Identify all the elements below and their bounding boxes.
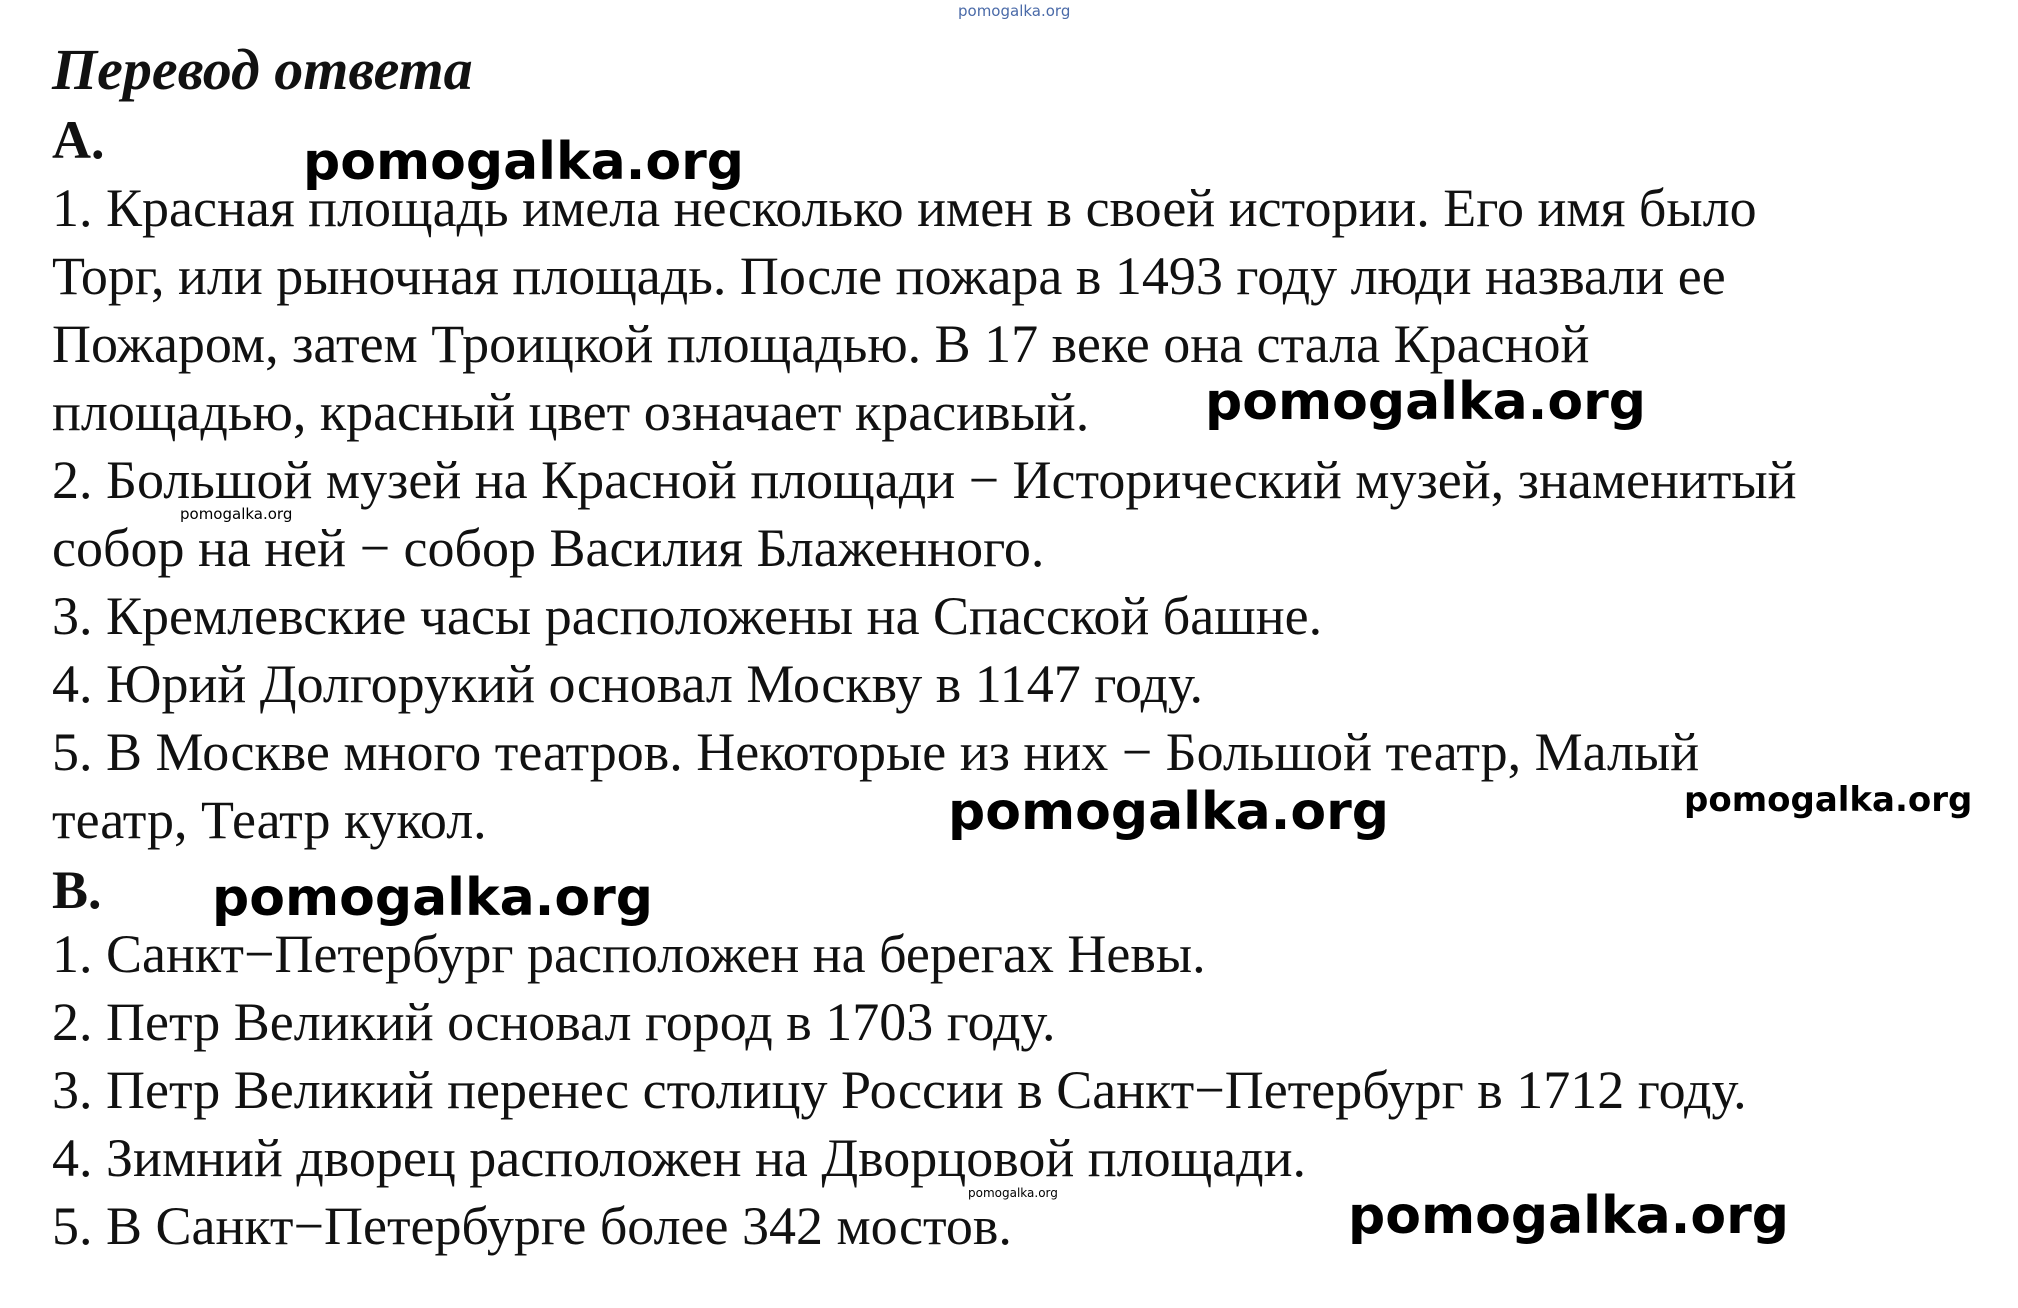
section-a-line-1: 1. Красная площадь имела несколько имен в своей истории. Его имя было	[52, 178, 1757, 238]
section-b-line-1: 1. Санкт−Петербург расположен на берегах Невы.	[52, 924, 1206, 984]
watermark: pomogalka.org	[968, 1186, 1058, 1200]
section-b-line-3: 3. Петр Великий перенес столицу России в Санкт−Петербург в 1712 году.	[52, 1060, 1747, 1120]
watermark: pomogalka.org	[948, 782, 1390, 842]
watermark: pomogalka.org	[180, 505, 293, 523]
page-title: Перевод ответа	[52, 37, 473, 102]
section-b-line-5: 5. В Санкт−Петербурге более 342 мостов.	[52, 1196, 1012, 1256]
section-b-line-4: 4. Зимний дворец расположен на Дворцовой площади.	[52, 1128, 1306, 1188]
section-a-line-6: собор на ней − собор Василия Блаженного.	[52, 518, 1045, 578]
section-a-letter: A.	[52, 110, 105, 170]
section-a-line-4: площадью, красный цвет означает красивый.	[52, 382, 1090, 442]
section-b-line-2: 2. Петр Великий основал город в 1703 году.	[52, 992, 1056, 1052]
watermark: pomogalka.org	[1684, 780, 1973, 820]
section-a-line-3: Пожаром, затем Троицкой площадью. В 17 веке она стала Красной	[52, 314, 1590, 374]
watermark: pomogalka.org	[1205, 372, 1647, 432]
section-a-line-8: 4. Юрий Долгорукий основал Москву в 1147 году.	[52, 654, 1204, 714]
section-a-line-9: 5. В Москве много театров. Некоторые из них − Большой театр, Малый	[52, 722, 1700, 782]
section-b-letter: B.	[52, 860, 102, 920]
watermark-top: pomogalka.org	[958, 2, 1071, 20]
section-a-line-2: Торг, или рыночная площадь. После пожара в 1493 году люди назвали ее	[52, 246, 1726, 306]
watermark: pomogalka.org	[212, 868, 654, 928]
section-a-line-7: 3. Кремлевские часы расположены на Спасской башне.	[52, 586, 1323, 646]
section-a-line-5: 2. Большой музей на Красной площади − Исторический музей, знаменитый	[52, 450, 1797, 510]
watermark: pomogalka.org	[303, 132, 745, 192]
section-a-line-10: театр, Театр кукол.	[52, 790, 487, 850]
watermark: pomogalka.org	[1348, 1186, 1790, 1246]
